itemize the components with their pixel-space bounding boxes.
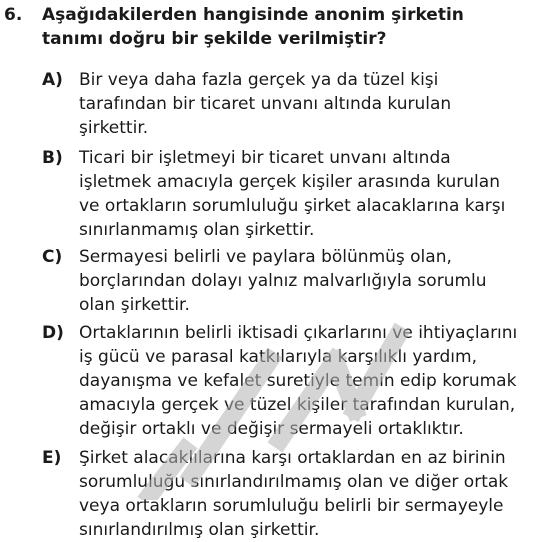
option-letter: C) <box>42 247 63 267</box>
option-letter: D) <box>42 323 64 343</box>
option-letter: A) <box>42 70 63 90</box>
question-number: 6. <box>4 5 23 25</box>
question-stem: Aşağıdakilerden hangisinde anonim şirketin tanımı doğru bir şekilde verilmiştir? <box>42 5 464 49</box>
option-letter: B) <box>42 148 63 168</box>
option-letter: E) <box>42 448 62 468</box>
option-text: Ticari bir işletmeyi bir ticaret unvanı altında işletmek amacıyla gerçek kişiler arasında kurulan ve ortakların sorumluluğu şirket alacaklarına karşı sınırlanmamış olan şirkettir. <box>79 148 506 240</box>
option-text: Sermayesi belirli ve paylara bölünmüş olan, borçlarından dolayı yalnız malvarlığıyla sorumlu olan şirkettir. <box>79 247 487 315</box>
option-text: Ortaklarının belirli iktisadi çıkarlarını ve ihtiyaçlarını iş gücü ve parasal katkılarıyla karşılıklı yardım, dayanışma ve kefalet suretiyle temin edip korumak amacıyla gerçek ve tüzel kişiler tarafından kurulan, değişir ortaklı ve değişir sermayeli ortaklıktır. <box>79 323 518 439</box>
option-text: Bir veya daha fazla gerçek ya da tüzel kişi tarafından bir ticaret unvanı altında kurulan şirkettir. <box>79 70 452 138</box>
option-text: Şirket alacaklılarına karşı ortaklardan en az birinin sorumluluğu sınırlandırılmamış olan ve diğer ortak veya ortakların sorumluluğu belirli bir sermayeyle sınırlandırılmış olan şirkettir. <box>79 448 509 540</box>
